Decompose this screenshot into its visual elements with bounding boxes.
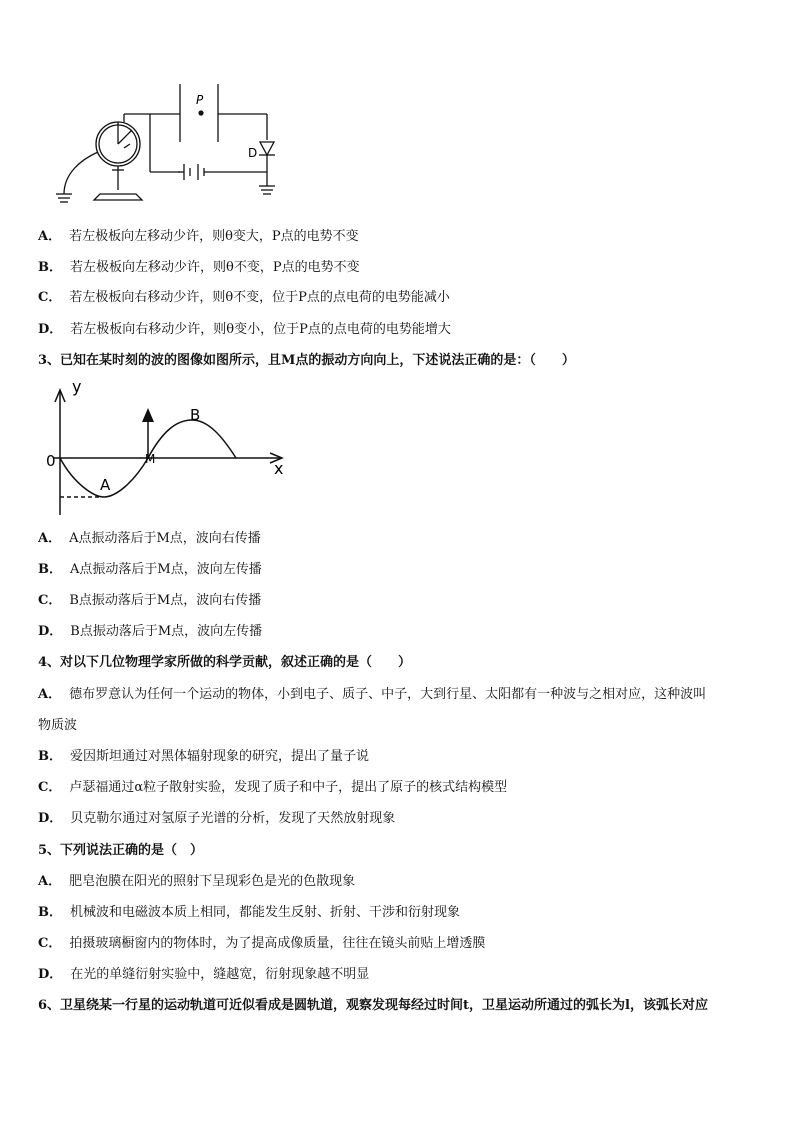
q5-option-d: D． 在光的单缝衍射实验中，缝越宽，衍射现象越不明显 — [38, 967, 370, 982]
q4-option-a-continued: 物质波 — [38, 718, 78, 733]
q2-option-c: C． 若左极板向右移动少许，则θ不变，位于P点的点电荷的电势能减小 — [38, 290, 450, 305]
axis-x-label: x — [274, 459, 284, 478]
label-d: D — [248, 146, 258, 160]
point-m-label: M — [145, 452, 156, 466]
q5-option-b: B． 机械波和电磁波本质上相同，都能发生反射、折射、干涉和衍射现象 — [38, 905, 461, 920]
q5-option-c: C． 拍摄玻璃橱窗内的物体时，为了提高成像质量，往往在镜头前贴上增透膜 — [38, 936, 486, 951]
q2-option-a: A． 若左极板向左移动少许，则θ变大，P点的电势不变 — [38, 229, 359, 244]
capacitor-circuit-figure — [50, 82, 290, 217]
q2-option-b: B． 若左极板向左移动少许，则θ不变，P点的电势不变 — [38, 260, 360, 275]
q3-stem: 3、已知在某时刻的波的图像如图所示，且M点的振动方向向上，下述说法正确的是：（ ） — [38, 353, 575, 368]
q5-option-a: A． 肥皂泡膜在阳光的照射下呈现彩色是光的色散现象 — [38, 874, 356, 889]
q4-option-a: A． 德布罗意认为任何一个运动的物体，小到电子、质子、中子，大到行星、太阳都有一种波与之相对应，这种波叫 — [38, 687, 707, 702]
label-p: P — [196, 93, 204, 107]
point-p-dot — [198, 110, 203, 115]
q4-option-d: D． 贝克勒尔通过对氢原子光谱的分析，发现了天然放射现象 — [38, 811, 396, 826]
q3-option-a: A． A点振动落后于M点，波向右传播 — [38, 531, 261, 546]
q4-option-b: B． 爱因斯坦通过对黑体辐射现象的研究，提出了量子说 — [38, 749, 370, 764]
point-a-label: A — [100, 476, 111, 494]
q3-option-c: C． B点振动落后于M点，波向右传播 — [38, 593, 262, 608]
q3-option-b: B． A点振动落后于M点，波向左传播 — [38, 562, 262, 577]
q5-stem: 5、下列说法正确的是（ ） — [38, 843, 204, 858]
q2-option-d: D． 若左极板向右移动少许，则θ变小，位于P点的点电荷的电势能增大 — [38, 322, 451, 337]
wave-figure — [44, 380, 294, 520]
origin-label: 0 — [46, 452, 56, 470]
axis-y-label: y — [72, 380, 82, 396]
q6-stem: 6、卫星绕某一行星的运动轨道可近似看成是圆轨道，观察发现每经过时间t，卫星运动所通过的弧长为l，该弧长对应 — [38, 998, 708, 1013]
q4-stem: 4、对以下几位物理学家所做的科学贡献，叙述正确的是（ ） — [38, 655, 412, 670]
point-b-label: B — [190, 406, 201, 424]
q3-option-d: D． B点振动落后于M点，波向左传播 — [38, 624, 263, 639]
q4-option-c: C． 卢瑟福通过α粒子散射实验，发现了质子和中子，提出了原子的核式结构模型 — [38, 780, 508, 795]
